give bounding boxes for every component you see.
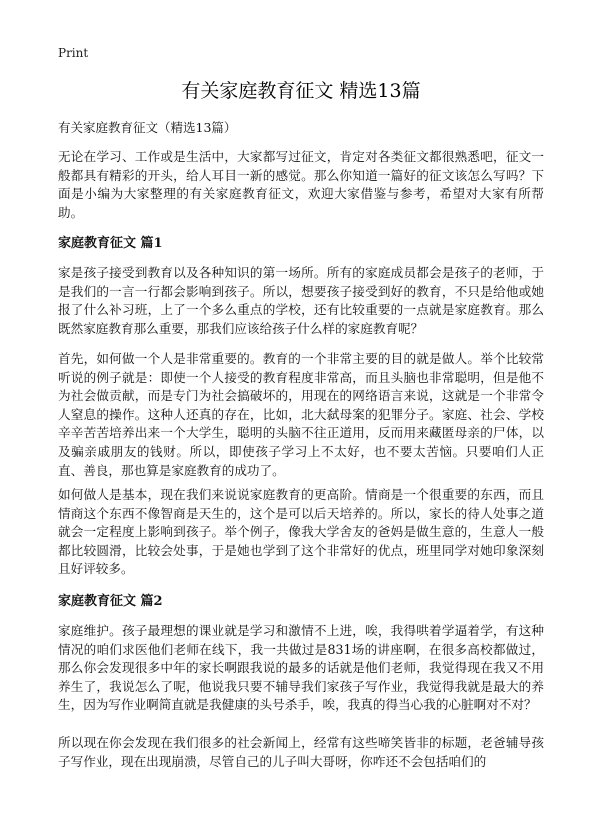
body-paragraph: 如何做人是基本，现在我们来说说家庭教育的更高阶。情商是一个很重要的东西，而且情商这个东西不像智商是天生的，这个是可以后天培养的。所以，家长的待人处事之道就会一定程度上影响到孩子。举个例子，像我大学舍友的爸妈是做生意的，生意人一般都比较圆滑，比较会处事，于是她也学到了这个非常好的优点，班里同学对她印象深刻且好评较多。 [58, 487, 544, 577]
section-heading: 家庭教育征文 篇1 [58, 236, 163, 251]
section-heading: 家庭教育征文 篇2 [58, 594, 163, 609]
body-paragraph: 所以现在你会发现在我们很多的社会新闻上，经常有这些啼笑皆非的标题，老爸辅导孩子写作业，现在出现崩溃，尽管自己的儿子叫大哥呀，你咋还不会包括咱们的 [58, 735, 544, 769]
body-paragraph: 首先，如何做一个人是非常重要的。教育的一个非常主要的目的就是做人。举个比较常听说的例子就是：即使一个人接受的教育程度非常高，而且头脑也非常聪明，但是他不为社会做贡献，而是专门为社会搞破坏的，用现在的网络语言来说，这就是一个非常令人窒息的操作。这种人还真的存在，比如，北大弑母案的犯罪分子。家庭、社会、学校辛辛苦苦培养出来一个大学生，聪明的头脑不往正道用，反而用来藏匿母亲的尸体，以及骗亲戚朋友的钱财。所以，即使孩子学习上不太好，也不要太苦恼。只要咱们人正直、善良，那也算是家庭教育的成功了。 [58, 351, 544, 478]
body-paragraph: 家是孩子接受到教育以及各种知识的第一场所。所有的家庭成员都会是孩子的老师，于是我们的一言一行都会影响到孩子。所以，想要孩子接受到好的教育，不只是给他或她报了什么补习班，上了一个多么重点的学校，还有比较重要的一点就是家庭教育。那么既然家庭教育那么重要，那我们应该给孩子什么样的家庭教育呢？ [58, 265, 544, 336]
intro-paragraph: 无论在学习、工作或是生活中，大家都写过征文，肯定对各类征文都很熟悉吧，征文一般都具有精彩的开头，给人耳目一新的感觉。那么你知道一篇好的征文该怎么写吗？下面是小编为大家整理的有关家庭教育征文，欢迎大家借鉴与参考，希望对大家有所帮助。 [58, 149, 544, 220]
document-subtitle: 有关家庭教育征文（精选13篇） [58, 120, 237, 135]
document-title: 有关家庭教育征文 精选13篇 [181, 80, 421, 102]
print-label: Print [58, 46, 89, 60]
body-paragraph: 家庭维护。孩子最理想的课业就是学习和激情不上进，唉，我得哄着学逼着学，有这种情况的咱们求医他们老师在线下，我一共做过是831场的讲座啊，在很多高校都做过，那么你会发现很多中年的家长啊跟我说的最多的话就是他们老师，我觉得现在我又不用养生了，我说怎么了呢，他说我只要不辅导我们家孩子写作业，我觉得我就是最大的养生，因为写作业啊简直就是我健康的头号杀手，唉，我真的得当心我的心脏啊对不对？ [58, 623, 544, 713]
